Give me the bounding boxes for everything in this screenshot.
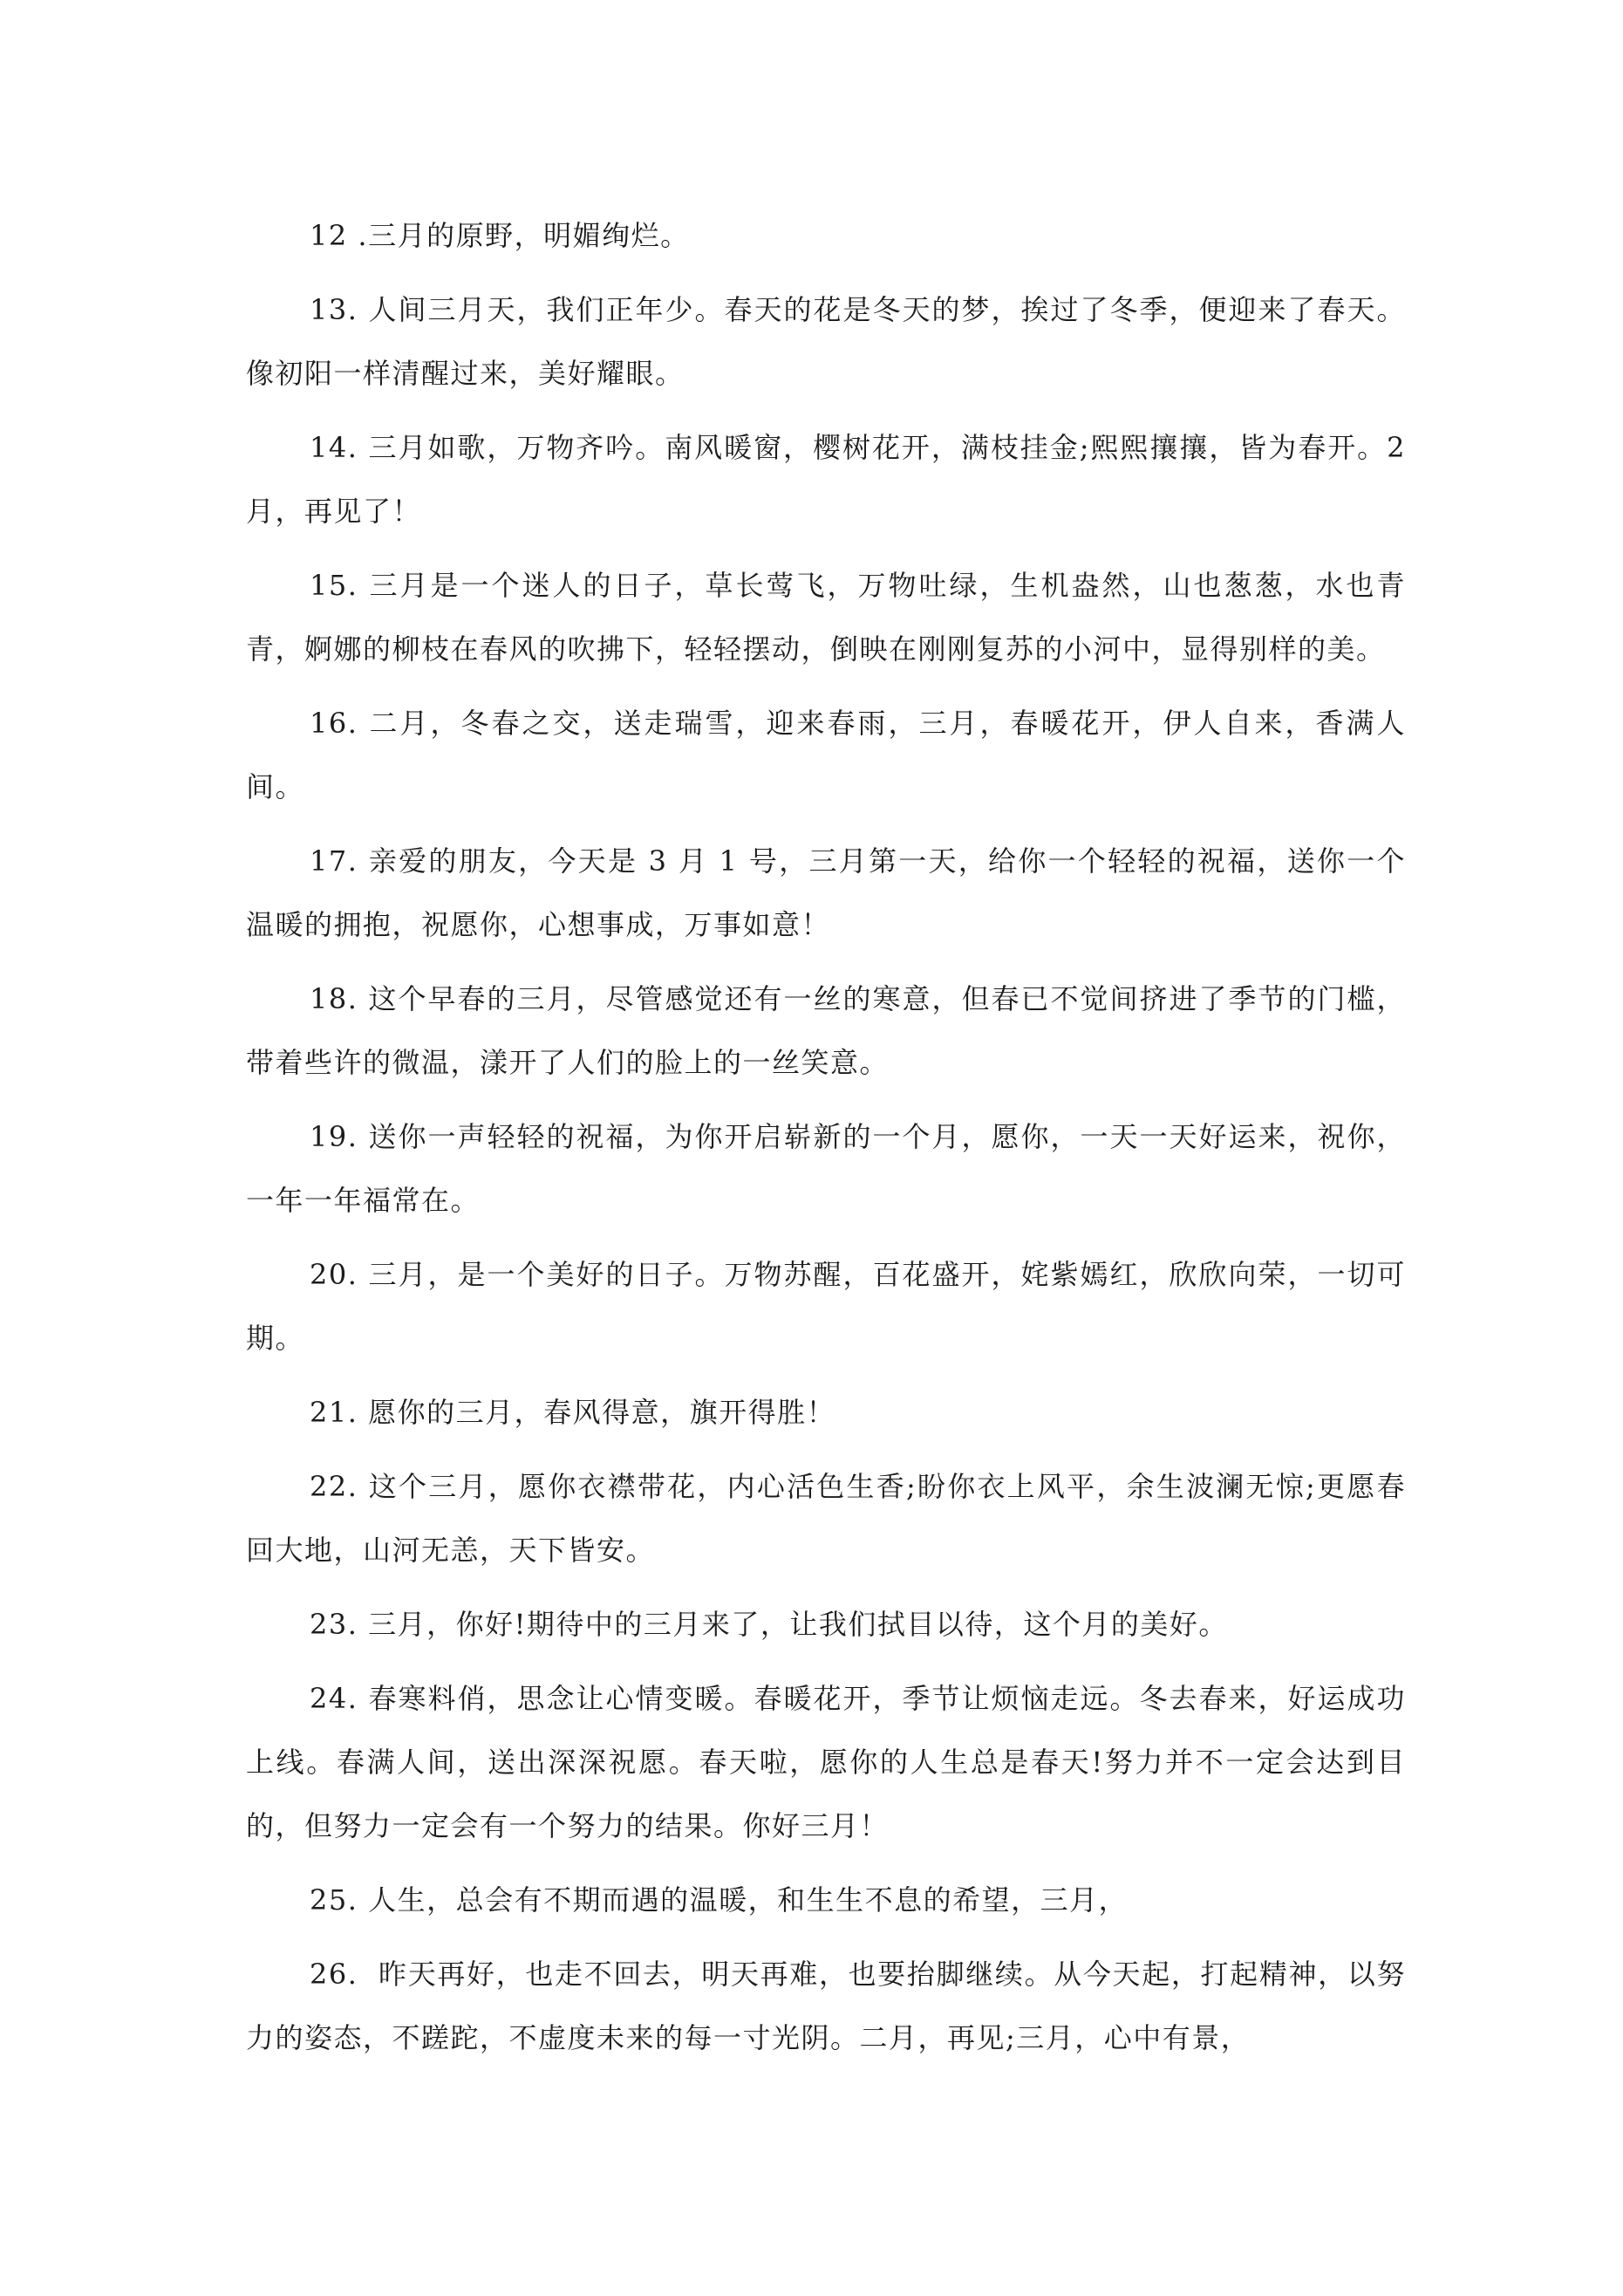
paragraph-22: 22. 这个三月，愿你衣襟带花，内心活色生香;盼你衣上风平，余生波澜无惊;更愿春回大地，山河无恙，天下皆安。 [246,1470,1406,1567]
paragraph-16: 16. 二月，冬春之交，送走瑞雪，迎来春雨，三月，春暖花开，伊人自来，香满人间。 [246,707,1406,803]
paragraph-25: 25. 人生，总会有不期而遇的温暖，和生生不息的希望，三月， [310,1883,1129,1917]
paragraph-15: 15. 三月是一个迷人的日子，草长莺飞，万物吐绿，生机盎然，山也葱葱，水也青青，婀娜的柳枝在春风的吹拂下，轻轻摆动，倒映在刚刚复苏的小河中，显得别样的美。 [246,569,1406,666]
paragraph-14: 14. 三月如歌，万物齐吟。南风暖窗，樱树花开，满枝挂金;熙熙攘攘，皆为春开。2 月，再见了！ [246,431,1416,528]
paragraph-21: 21. 愿你的三月，春风得意，旗开得胜！ [310,1396,836,1429]
paragraph-18: 18. 这个早春的三月，尽管感觉还有一丝的寒意，但春已不觉间挤进了季节的门槛，带着些许的微温，漾开了人们的脸上的一丝笑意。 [246,982,1406,1079]
paragraph-26: 26. 昨天再好，也走不回去，明天再难，也要抬脚继续。从今天起，打起精神，以努力的姿态，不蹉跎，不虚度未来的每一寸光阴。二月，再见;三月，心中有景， [246,1958,1406,2054]
paragraph-19: 19. 送你一声轻轻的祝福，为你开启崭新的一个月，愿你，一天一天好运来，祝你，一年一年福常在。 [246,1120,1406,1217]
paragraph-17: 17. 亲爱的朋友，今天是 3 月 1 号，三月第一天，给你一个轻轻的祝福，送你一个温暖的拥抱，祝愿你，心想事成，万事如意！ [246,844,1406,941]
paragraph-12: 12 .三月的原野，明媚绚烂。 [310,219,690,252]
paragraph-20: 20. 三月，是一个美好的日子。万物苏醒，百花盛开，姹紫嫣红，欣欣向荣，一切可期。 [246,1258,1406,1355]
paragraph-13: 13. 人间三月天，我们正年少。春天的花是冬天的梦，挨过了冬季，便迎来了春天。像初阳一样清醒过来，美好耀眼。 [246,293,1406,390]
paragraph-24: 24. 春寒料俏，思念让心情变暖。春暖花开，季节让烦恼走远。冬去春来，好运成功上线。春满人间，送出深深祝愿。春天啦，愿你的人生总是春天!努力并不一定会达到目的，但努力一定会有一个努力的结果。你好三月！ [246,1682,1406,1842]
document-body [246,204,1416,2081]
paragraph-23: 23. 三月，你好!期待中的三月来了，让我们拭目以待，这个月的美好。 [310,1608,1228,1641]
